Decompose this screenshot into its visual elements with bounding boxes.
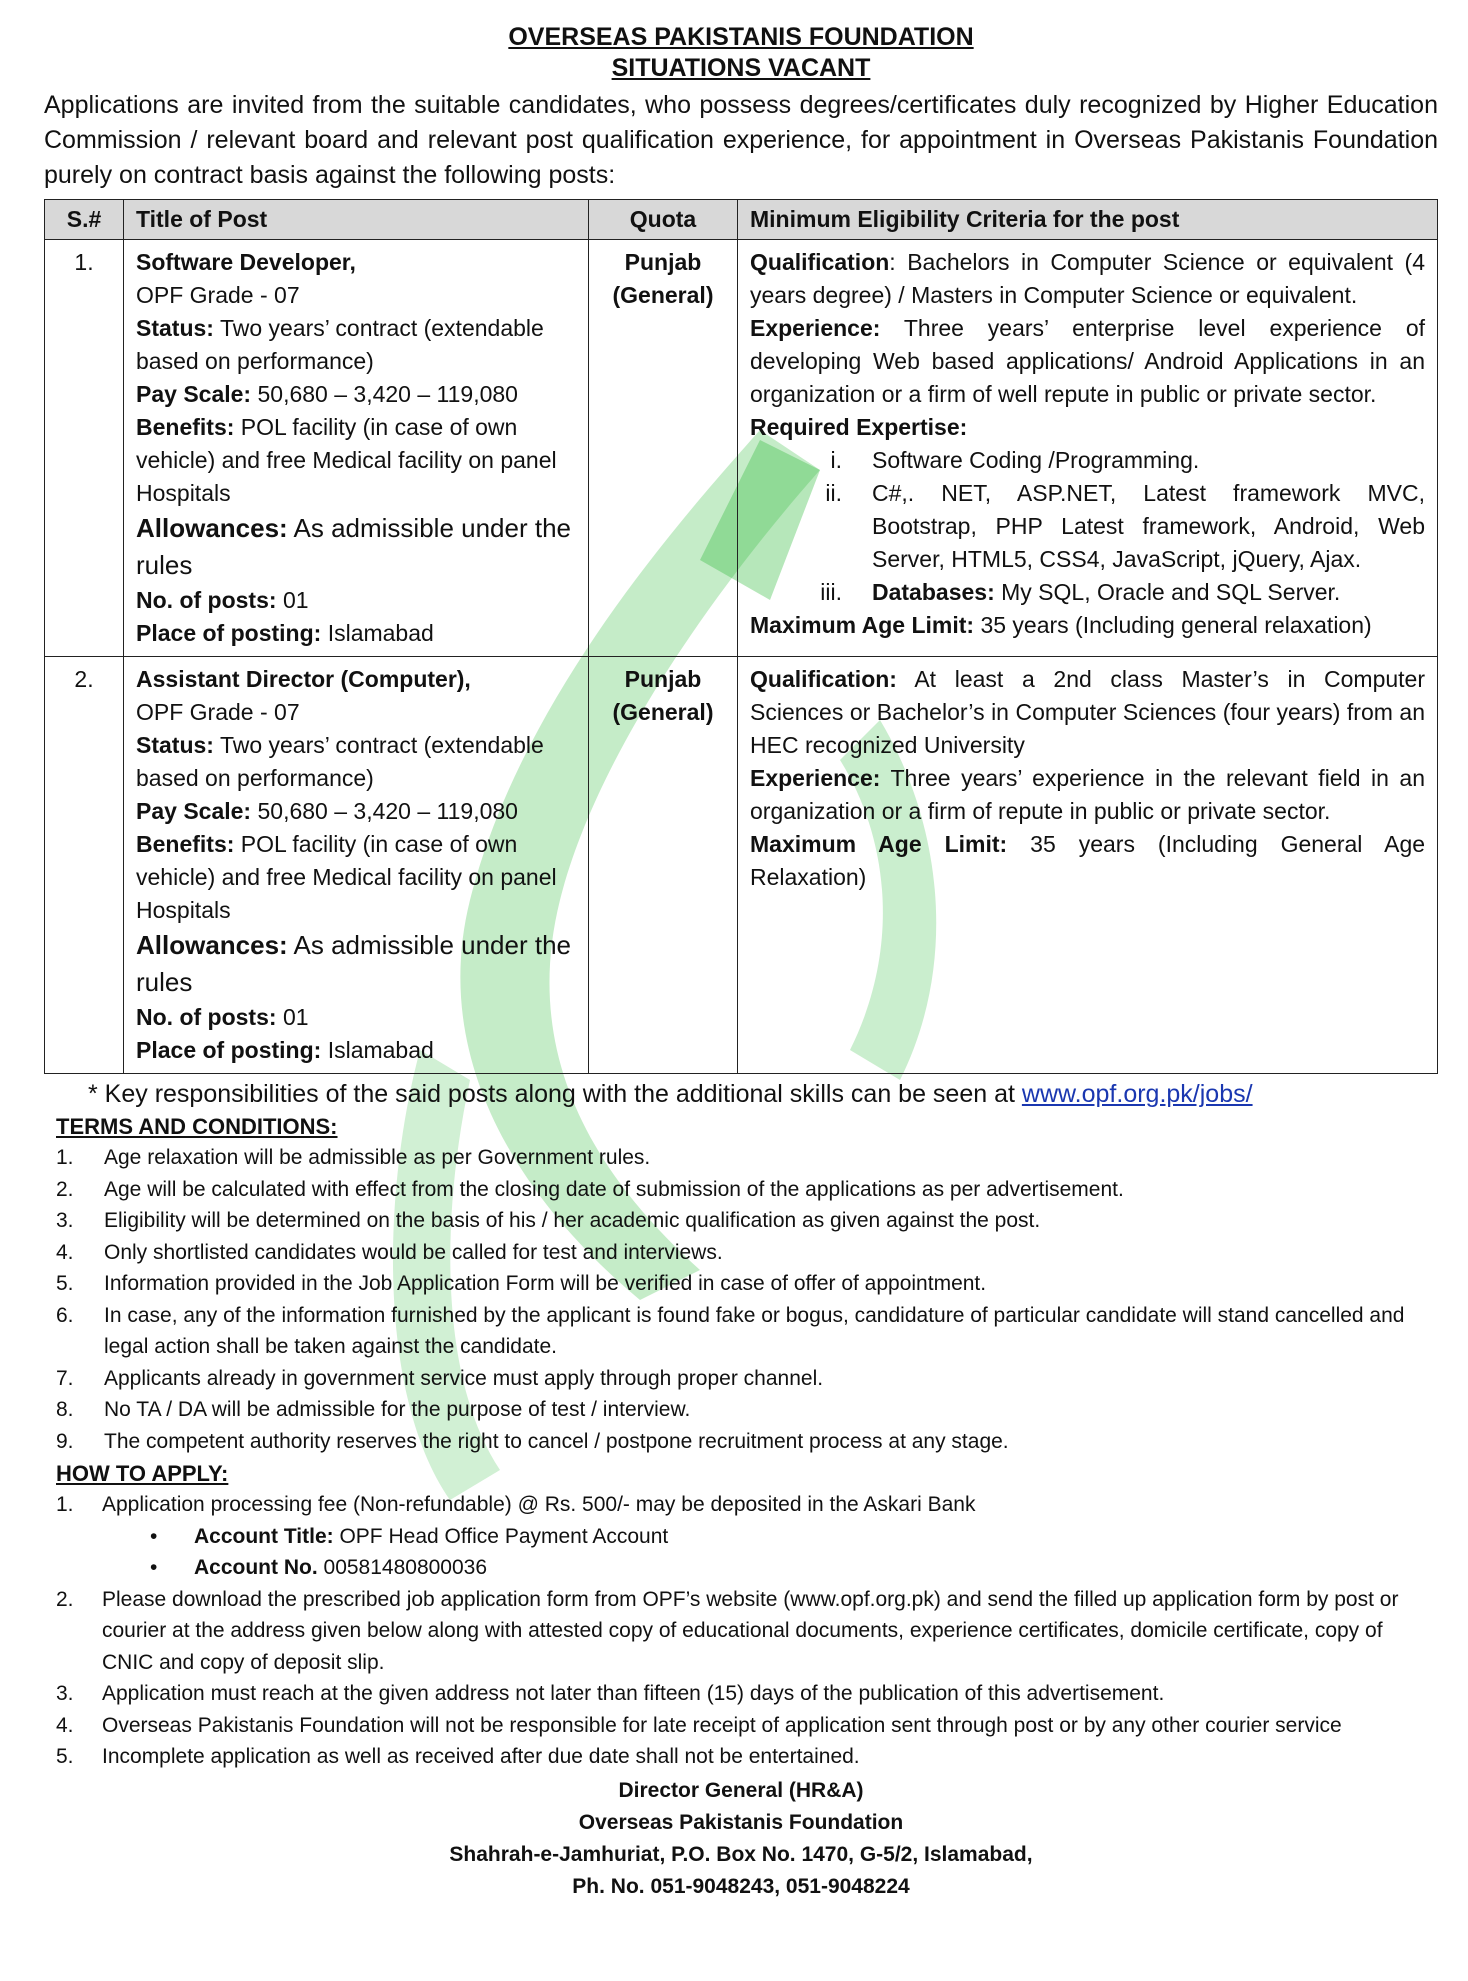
table-header-row (45, 200, 1438, 240)
post-details (124, 240, 589, 657)
criteria-age-limit: Maximum Age Limit: 35 years (Including General Age Relaxation) (750, 831, 1426, 890)
row-sno: 2. (45, 657, 124, 1074)
post-criteria (738, 240, 1438, 657)
post-criteria (738, 657, 1438, 1074)
list-item: 5. Incomplete application as well as received after due date shall not be entertained. (56, 1745, 860, 1768)
post-place: Place of posting: Islamabad (136, 620, 434, 646)
criteria-experience: Experience: Three years’ experience in the relevant field in an organization or a firm of repute in public or private sector. (750, 765, 1425, 824)
list-item: 9. The competent authority reserves the right to cancel / postpone recruitment process at any stage. (56, 1429, 1009, 1453)
bullet-icon: • (150, 1524, 158, 1548)
intro-paragraph: Applications are invited from the suitable candidates, who possess degrees/certificates duly recognized by Higher Education Commission / relevant board and relevant post qualification experience, for appointment in Overseas Pakistanis Foundation purely on contract basis against the following posts: (44, 91, 1438, 189)
post-status: Status: Two years’ contract (extendable based on performance) (136, 315, 544, 374)
expertise-list (750, 444, 1425, 609)
account-number: • Account No. 00581480800036 (102, 1552, 1408, 1584)
key-responsibilities-note: * Key responsibilities of the said posts along with the additional skills can be seen at www.opf.org.pk/jobs/ (88, 1080, 1253, 1108)
bank-details (102, 1521, 1408, 1584)
list-item: 7. Applicants already in government service must apply through proper channel. (56, 1366, 824, 1390)
post-quota: Punjab (General) (589, 240, 738, 657)
header-criteria: Minimum Eligibility Criteria for the post (738, 200, 1438, 240)
advertisement-page (44, 22, 1438, 1903)
list-item: 1. Age relaxation will be admissible as per Government rules. (56, 1146, 651, 1169)
list-item: 6. In case, any of the information furnished by the applicant is found fake or bogus, candidature of particular candidate will stand cancelled and legal action shall be taken against the candidate. (56, 1303, 1405, 1358)
signatory-address: Shahrah-e-Jamhuriat, P.O. Box No. 1470, G-5/2, Islamabad, (449, 1842, 1033, 1866)
list-item: 2. Please download the prescribed job application form from OPF’s website (www.opf.org.pk) and send the filled up application form by post or courier at the address given below along with attested copy of educational documents, experience certificates, domicile certificate, copy of CNIC and copy of deposit slip. (56, 1587, 1399, 1674)
header-title: Title of Post (124, 200, 589, 240)
terms-list (44, 1142, 1438, 1457)
list-item: i. Software Coding /Programming. (830, 447, 1200, 473)
org-title: OVERSEAS PAKISTANIS FOUNDATION (508, 23, 974, 51)
page-subtitle: SITUATIONS VACANT (611, 54, 871, 82)
post-title: Software Developer, (136, 249, 356, 275)
post-status: Status: Two years’ contract (extendable based on performance) (136, 732, 544, 791)
posts-table (44, 199, 1438, 1074)
account-title: • Account Title: OPF Head Office Payment Account (102, 1521, 1408, 1553)
list-item: 5. Information provided in the Job Application Form will be verified in case of offer of appointment. (56, 1272, 987, 1295)
table-row (45, 657, 1438, 1074)
signatory-phone: Ph. No. 051-9048243, 051-9048224 (572, 1874, 910, 1898)
list-item: 4. Overseas Pakistanis Foundation will not be responsible for late receipt of application sent through post or by any other courier service (56, 1713, 1342, 1737)
list-item: ii. C#,. NET, ASP.NET, Latest framework MVC, Bootstrap, PHP Latest framework, Android, Web Server, HTML5, CSS4, JavaScript, jQuery, Ajax. (825, 480, 1425, 572)
signatory-title: Director General (HR&A) (618, 1778, 864, 1802)
criteria-age-limit: Maximum Age Limit: 35 years (Including general relaxation) (750, 612, 1372, 638)
list-item: 3. Application must reach at the given address not later than fifteen (15) days of the publication of this advertisement. (56, 1682, 1165, 1705)
post-count: No. of posts: 01 (136, 587, 309, 613)
post-title: Assistant Director (Computer), (136, 666, 471, 692)
post-place: Place of posting: Islamabad (136, 1037, 434, 1063)
signature-block (44, 1775, 1438, 1903)
bullet-icon: • (150, 1556, 158, 1579)
post-allowances: Allowances: As admissible under the rules (136, 513, 571, 580)
list-item: iii. Databases: My SQL, Oracle and SQL Server. (820, 579, 1341, 605)
post-benefits: Benefits: POL facility (in case of own vehicle) and free Medical facility on panel Hospitals (136, 414, 557, 506)
row-sno: 1. (45, 240, 124, 657)
list-item: 2. Age will be calculated with effect from the closing date of submission of the applications as per advertisement. (56, 1177, 1124, 1201)
header-sno: S.# (45, 200, 124, 240)
post-pay-scale: Pay Scale: 50,680 – 3,420 – 119,080 (136, 798, 518, 824)
header-quota: Quota (589, 200, 738, 240)
criteria-experience: Experience: Three years’ enterprise level experience of developing Web based applications/ Android Applications in an organization or a firm of well repute in public or private sector. (750, 315, 1426, 407)
list-item: 4. Only shortlisted candidates would be called for test and interviews. (56, 1240, 723, 1264)
criteria-expertise-label: Required Expertise: (750, 414, 968, 440)
post-quota: Punjab (General) (589, 657, 738, 1074)
criteria-qualification: Qualification: Bachelors in Computer Science or equivalent (4 years degree) / Masters in Computer Science or equivalent. (750, 249, 1425, 308)
list-item: 8. No TA / DA will be admissible for the purpose of test / interview. (56, 1398, 691, 1421)
post-allowances: Allowances: As admissible under the rules (136, 930, 571, 997)
list-item: 1. Application processing fee (Non-refundable) @ Rs. 500/- may be deposited in the Askari Bank • Account Title: OPF Head Office Payment Account • Account No. 00581480800036 (44, 1489, 1438, 1584)
post-grade: OPF Grade - 07 (136, 699, 300, 725)
terms-heading: TERMS AND CONDITIONS: (56, 1114, 338, 1139)
post-details (124, 657, 589, 1074)
jobs-link[interactable]: www.opf.org.pk/jobs/ (1021, 1080, 1253, 1108)
post-benefits: Benefits: POL facility (in case of own vehicle) and free Medical facility on panel Hospitals (136, 831, 557, 923)
post-grade: OPF Grade - 07 (136, 282, 300, 308)
criteria-qualification: Qualification: At least a 2nd class Master’s in Computer Sciences or Bachelor’s in Computer Sciences (four years) from an HEC recognized University (750, 666, 1425, 758)
table-row (45, 240, 1438, 657)
post-count: No. of posts: 01 (136, 1004, 309, 1030)
signatory-org: Overseas Pakistanis Foundation (578, 1810, 904, 1834)
apply-list (44, 1489, 1438, 1773)
list-item: 3. Eligibility will be determined on the basis of his / her academic qualification as given against the post. (56, 1209, 1041, 1232)
apply-heading: HOW TO APPLY: (56, 1461, 229, 1486)
post-pay-scale: Pay Scale: 50,680 – 3,420 – 119,080 (136, 381, 518, 407)
